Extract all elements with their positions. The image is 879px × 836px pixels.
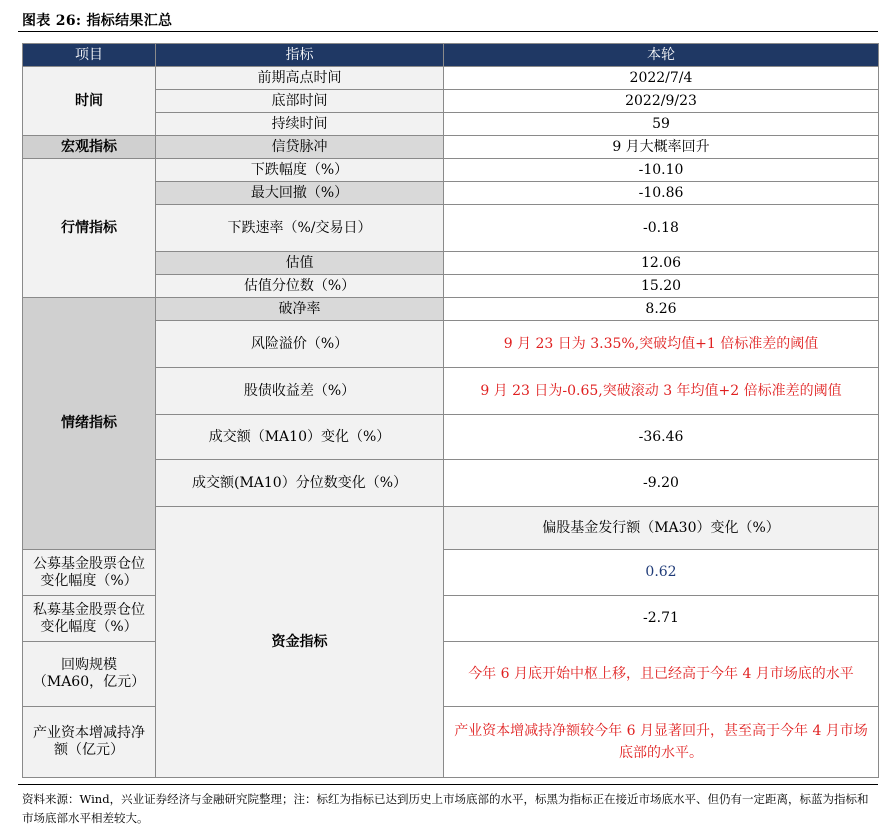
table-row [23,159,879,182]
group-funds: 资金指标 [156,507,444,778]
value-cell: 12.06 [444,252,879,275]
indicator-cell: 信贷脉冲 [156,136,444,159]
table-row [23,596,879,642]
value-cell: -10.10 [444,159,879,182]
indicator-cell: 公募基金股票仓位变化幅度（%） [23,550,156,596]
bottom-rule [18,784,878,785]
source-note: 资料来源：Wind，兴业证券经济与金融研究院整理；注：标红为指标已达到历史上市场底部的水平，标黑为指标正在接近市场底水平、但仍有一定距离，标蓝为指标和市场底部水平相差较大。 [22,792,869,825]
value-cell: -9.20 [444,460,879,507]
group-macro: 宏观指标 [23,136,156,159]
value-cell: 59 [444,113,879,136]
value-cell-red: 9 月 23 日为 3.35%,突破均值+1 倍标准差的阈值 [444,321,879,368]
table-row [23,550,879,596]
title-rule [18,31,878,32]
indicator-summary-table [22,43,879,778]
value-cell-red: 产业资本增减持净额较今年 6 月显著回升，甚至高于今年 4 月市场底部的水平。 [444,707,879,778]
table-row [23,67,879,90]
value-cell: -0.18 [444,205,879,252]
indicator-cell: 风险溢价（%） [156,321,444,368]
header-current-round: 本轮 [444,44,879,67]
indicator-cell: 下跌幅度（%） [156,159,444,182]
indicator-cell: 成交额(MA10）分位数变化（%） [156,460,444,507]
indicator-cell: 估值分位数（%） [156,275,444,298]
indicator-cell: 最大回撤（%） [156,182,444,205]
indicator-cell: 底部时间 [156,90,444,113]
value-cell: -2.71 [444,596,879,642]
group-sentiment: 情绪指标 [23,298,156,550]
value-cell: 8.26 [444,298,879,321]
indicator-cell: 下跌速率（%/交易日） [156,205,444,252]
value-cell: 9 月大概率回升 [444,136,879,159]
indicator-cell: 私募基金股票仓位变化幅度（%） [23,596,156,642]
value-cell: -36.46 [444,415,879,460]
indicator-cell: 持续时间 [156,113,444,136]
group-market: 行情指标 [23,159,156,298]
indicator-cell: 回购规模（MA60，亿元） [23,642,156,707]
value-cell-blue: 0.62 [444,550,879,596]
indicator-cell: 股债收益差（%） [156,368,444,415]
indicator-cell: 估值 [156,252,444,275]
indicator-cell: 成交额（MA10）变化（%） [156,415,444,460]
indicator-cell: 产业资本增减持净额（亿元） [23,707,156,778]
table-row [23,707,879,778]
header-indicator: 指标 [156,44,444,67]
table-header-row [23,44,879,67]
value-cell: 2022/9/23 [444,90,879,113]
header-project: 项目 [23,44,156,67]
value-cell-red: 9 月 23 日为-0.65,突破滚动 3 年均值+2 倍标准差的阈值 [444,368,879,415]
value-cell: 2022/7/4 [444,67,879,90]
indicator-cell: 破净率 [156,298,444,321]
table-row [23,642,879,707]
value-cell-red: 今年 6 月底开始中枢上移，且已经高于今年 4 月市场底的水平 [444,642,879,707]
figure-title: 图表 26: 指标结果汇总 [22,13,173,29]
value-cell: 15.20 [444,275,879,298]
group-time: 时间 [23,67,156,136]
indicator-cell: 偏股基金发行额（MA30）变化（%） [444,507,879,550]
value-cell: -10.86 [444,182,879,205]
indicator-cell: 前期高点时间 [156,67,444,90]
table-row [23,136,879,159]
table-row [23,298,879,321]
